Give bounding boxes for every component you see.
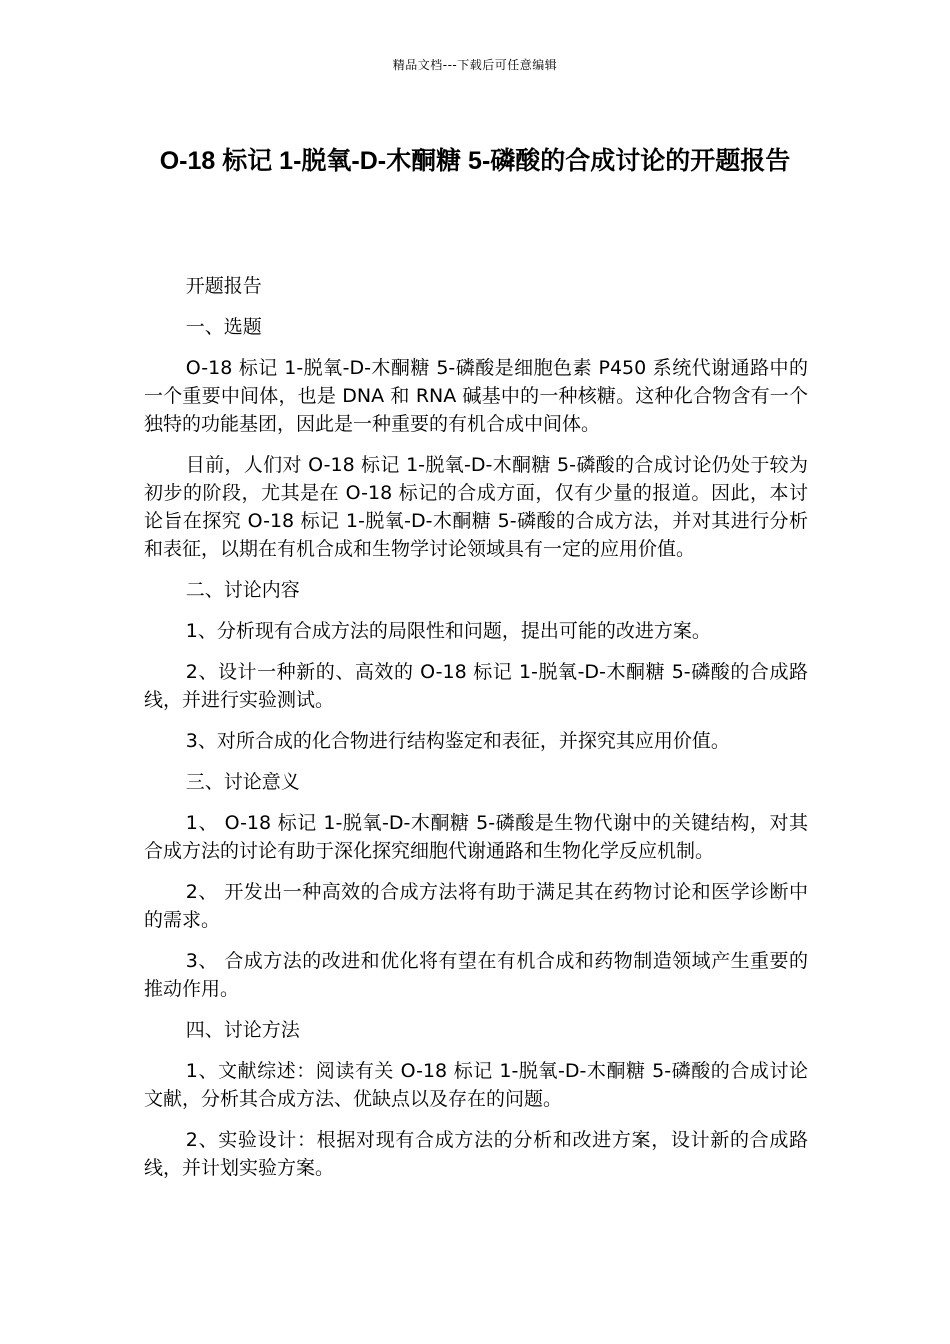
list-item-methods-2: 2、实验设计：根据对现有合成方法的分析和改进方案，设计新的合成路线，并计划实验方案。	[144, 1129, 808, 1179]
section-heading-topic: 一、选题	[185, 316, 262, 338]
list-item-significance-3: 3、 合成方法的改进和优化将有望在有机合成和药物制造领域产生重要的推动作用。	[144, 950, 808, 1000]
list-item-significance-1: 1、 O-18 标记 1-脱氧-D-木酮糖 5-磷酸是生物代谢中的关键结构，对其合成方法的讨论有助于深化探究细胞代谢通路和生物化学反应机制。	[144, 812, 808, 862]
document-title: O-18 标记 1-脱氧-D-木酮糖 5-磷酸的合成讨论的开题报告	[159, 147, 791, 175]
section-heading-significance: 三、讨论意义	[185, 771, 300, 793]
paragraph-topic-intro: O-18 标记 1-脱氧-D-木酮糖 5-磷酸是细胞色素 P450 系统代谢通路中的一个重要中间体，也是 DNA 和 RNA 碱基中的一种核糖。这种化合物含有一个独特的功能基团，因此是一种重要的有机合成中间体。	[144, 357, 808, 435]
section-heading-content: 二、讨论内容	[185, 579, 300, 601]
section-label-proposal: 开题报告	[185, 275, 262, 297]
list-item-methods-1: 1、文献综述：阅读有关 O-18 标记 1-脱氧-D-木酮糖 5-磷酸的合成讨论文献，分析其合成方法、优缺点以及存在的问题。	[144, 1060, 808, 1110]
document-body	[144, 272, 808, 1195]
paragraph-topic-background: 目前，人们对 O-18 标记 1-脱氧-D-木酮糖 5-磷酸的合成讨论仍处于较为初步的阶段，尤其是在 O-18 标记的合成方面，仅有少量的报道。因此，本讨论旨在探究 O-18 标记 1-脱氧-D-木酮糖 5-磷酸的合成方法，并对其进行分析和表征，以期在有机合成和生物学讨论领域具有一定的应用价值。	[144, 454, 808, 560]
section-heading-methods: 四、讨论方法	[185, 1019, 300, 1041]
list-item-content-3: 3、对所合成的化合物进行结构鉴定和表征，并探究其应用价值。	[185, 730, 730, 752]
list-item-content-2: 2、设计一种新的、高效的 O-18 标记 1-脱氧-D-木酮糖 5-磷酸的合成路线，并进行实验测试。	[144, 661, 808, 711]
page-header: 精品文档---下载后可任意编辑	[392, 58, 558, 72]
list-item-content-1: 1、分析现有合成方法的局限性和问题，提出可能的改进方案。	[185, 620, 711, 642]
list-item-significance-2: 2、 开发出一种高效的合成方法将有助于满足其在药物讨论和医学诊断中的需求。	[144, 881, 808, 931]
